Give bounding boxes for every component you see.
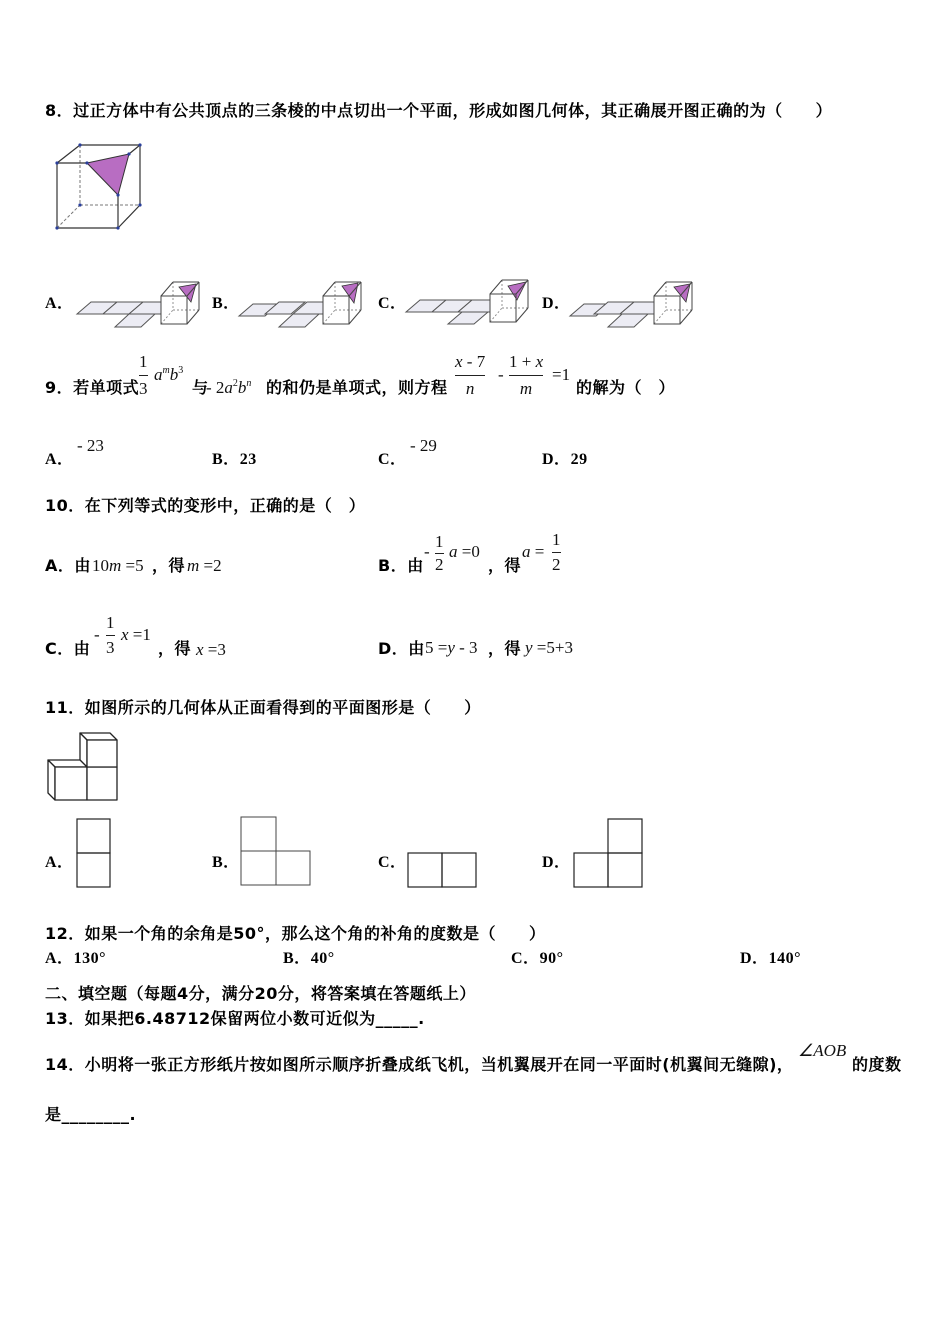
variable: m <box>109 556 122 575</box>
option-value: 130° <box>73 950 106 967</box>
fraction-numerator <box>455 349 485 375</box>
variable: b <box>169 365 179 384</box>
variable: a <box>154 365 163 384</box>
q11-option-b-label: B． <box>212 854 240 871</box>
fraction-numerator: 1 <box>139 352 148 371</box>
fraction-denominator: m <box>519 379 533 398</box>
q9-equation-minus: - <box>498 365 504 384</box>
q12-stem: 12．如果一个角的余角是50°，那么这个角的补角的度数是（ ） <box>45 924 546 943</box>
q14-stem-end: 的度数 <box>852 1055 902 1074</box>
q8-option-c-label: C． <box>378 295 407 312</box>
q9-equation-fraction-1 <box>455 349 485 402</box>
rhs: =3 <box>203 640 226 659</box>
q10-option-b-result-fraction <box>552 528 561 577</box>
q11-option-c-label: C． <box>378 854 407 871</box>
variable: x <box>535 352 544 371</box>
variable: a <box>522 542 531 561</box>
cut-face-triangle <box>87 154 129 195</box>
option-label: B． <box>212 451 240 468</box>
fraction-denominator: 3 <box>139 379 148 398</box>
q9-option-c-label: C． <box>378 451 407 468</box>
q10-option-b-given-fraction <box>435 531 444 576</box>
variable: b <box>237 378 247 397</box>
fraction-denominator: 2 <box>435 555 444 574</box>
q8-option-a-net <box>75 278 203 330</box>
q8-stem: 8．过正方体中有公共顶点的三条棱的中点切出一个平面，形成如图几何体，其正确展开图正确的为（ ） <box>45 101 833 120</box>
q9-option-d <box>542 451 588 469</box>
q10-option-c-label: C．由 <box>45 639 91 658</box>
q10-option-a-given <box>92 557 144 575</box>
q10-option-d-sep: ，得 <box>488 639 522 658</box>
fraction-denominator: 2 <box>552 555 561 574</box>
q10-option-c-given-rest <box>121 626 151 644</box>
variable: x <box>455 352 463 371</box>
q12-option-a <box>45 950 106 968</box>
q12-option-c <box>511 950 563 968</box>
q11-option-a-label: A． <box>45 854 74 871</box>
q10-option-d-given <box>425 639 478 657</box>
option-value: 29 <box>570 451 588 468</box>
fraction-denominator: 3 <box>106 638 115 657</box>
rhs: =0 <box>457 542 480 561</box>
net-cut-triangle <box>342 283 358 303</box>
q12-option-d <box>740 950 801 968</box>
q11-stacked-cubes-figure <box>45 728 121 804</box>
variable: x <box>121 625 129 644</box>
q9-stem-end: 的解为（ ） <box>576 378 676 397</box>
rhs: =5 <box>121 556 144 575</box>
option-value: 140° <box>768 950 801 967</box>
coefficient: - 2 <box>206 378 225 397</box>
fraction-numerator <box>509 349 543 375</box>
option-label: A． <box>45 950 74 967</box>
q10-option-d-label: D．由 <box>378 639 425 658</box>
q9-option-c-value: - 29 <box>410 436 437 455</box>
q14-angle-symbol: ∠AOB <box>798 1041 847 1060</box>
q9-equation-rhs: =1 <box>552 365 571 384</box>
fraction-denominator: n <box>465 379 475 398</box>
q14-stem-start: 14．小明将一张正方形纸片按如图所示顺序折叠成纸飞机，当机翼展开在同一平面时(机翼间无缝隙)， <box>45 1055 794 1074</box>
option-value: 40° <box>310 950 335 967</box>
q10-option-c-sign: - <box>94 625 100 644</box>
net-faces <box>570 302 654 327</box>
q10-stem: 10．在下列等式的变形中，正确的是（ ） <box>45 496 366 515</box>
net-faces <box>406 300 490 324</box>
q8-option-d-label: D． <box>542 295 571 312</box>
cube-faces <box>48 733 117 800</box>
coefficient: 10 <box>92 556 109 575</box>
variable: a <box>224 378 233 397</box>
q11-stem: 11．如图所示的几何体从正面看得到的平面图形是（ ） <box>45 698 481 717</box>
q10-option-b-result <box>522 543 544 561</box>
exponent: m <box>162 365 170 376</box>
exponent: 3 <box>178 365 184 376</box>
q11-option-a-shape <box>76 818 112 889</box>
q8-option-a-label: A． <box>45 295 74 312</box>
q10-option-b-sign: - <box>424 542 430 561</box>
exponent: n <box>246 378 252 389</box>
lhs: 5 = <box>425 638 448 657</box>
q8-option-c-net <box>404 276 532 328</box>
variable: x <box>196 640 204 659</box>
q10-option-c-given-fraction <box>106 611 115 660</box>
option-value: 90° <box>539 950 564 967</box>
numerator-lead: 1 + <box>509 352 536 371</box>
option-label: C． <box>511 950 540 967</box>
fraction-numerator: 1 <box>552 530 561 549</box>
exponent: 2 <box>232 378 238 389</box>
net-faces <box>77 302 161 327</box>
q8-option-b-label: B． <box>212 295 240 312</box>
q10-option-b-label: B．由 <box>378 556 424 575</box>
option-label: D． <box>542 451 571 468</box>
rhs: =1 <box>128 625 151 644</box>
fraction-numerator: 1 <box>106 613 115 632</box>
net-cut-triangle <box>508 282 526 300</box>
q12-option-b <box>283 950 335 968</box>
net-faces <box>239 302 323 327</box>
q9-stem-mid: 的和仍是单项式，则方程 <box>266 378 448 397</box>
rhs: =2 <box>199 556 222 575</box>
q13-stem: 13．如果把6.48712保留两位小数可近似为_____. <box>45 1009 425 1028</box>
q11-option-d-label: D． <box>542 854 571 871</box>
q10-option-a-sep: ，得 <box>152 556 186 575</box>
q11-option-d-shape <box>573 818 644 889</box>
q8-option-b-net <box>237 278 365 330</box>
q10-option-b-given-rest <box>449 543 480 561</box>
q10-option-a-result <box>187 557 222 575</box>
numerator-rest: - 7 <box>462 352 486 371</box>
q9-option-a-label: A． <box>45 451 74 468</box>
fraction-numerator: 1 <box>435 532 444 551</box>
q10-option-c-result <box>196 641 226 659</box>
q8-cut-cube-figure <box>50 140 146 236</box>
q9-term1-monomial <box>154 366 183 387</box>
rhs: =5+3 <box>532 638 573 657</box>
q9-term2-monomial <box>206 379 251 400</box>
option-label: D． <box>740 950 769 967</box>
rest: - 3 <box>454 638 478 657</box>
q8-option-d-net <box>568 278 696 330</box>
q10-option-b-sep: ，得 <box>488 556 522 575</box>
q14-answer-line: 是________. <box>45 1105 137 1124</box>
q9-option-b <box>212 451 257 469</box>
q11-option-b-shape <box>240 816 312 887</box>
q10-option-c-sep: ，得 <box>158 639 192 658</box>
variable: y <box>525 638 533 657</box>
q10-option-a-label: A．由 <box>45 556 91 575</box>
q10-option-d-result <box>525 639 573 657</box>
equals: = <box>530 542 545 561</box>
q9-term1-coefficient <box>139 349 148 402</box>
section-heading-fill-in: 二、填空题（每题4分，满分20分，将答案填在答题纸上） <box>45 984 476 1003</box>
q9-stem-start: 9．若单项式 <box>45 378 140 397</box>
option-value: 23 <box>239 451 257 468</box>
q9-option-a-value: - 23 <box>77 436 104 455</box>
q9-equation-fraction-2 <box>509 349 543 402</box>
option-label: B． <box>283 950 311 967</box>
q11-option-c-shape <box>407 852 478 889</box>
variable: y <box>447 638 455 657</box>
q9-connector: 与 <box>192 378 209 397</box>
variable: a <box>449 542 458 561</box>
variable: m <box>187 556 200 575</box>
